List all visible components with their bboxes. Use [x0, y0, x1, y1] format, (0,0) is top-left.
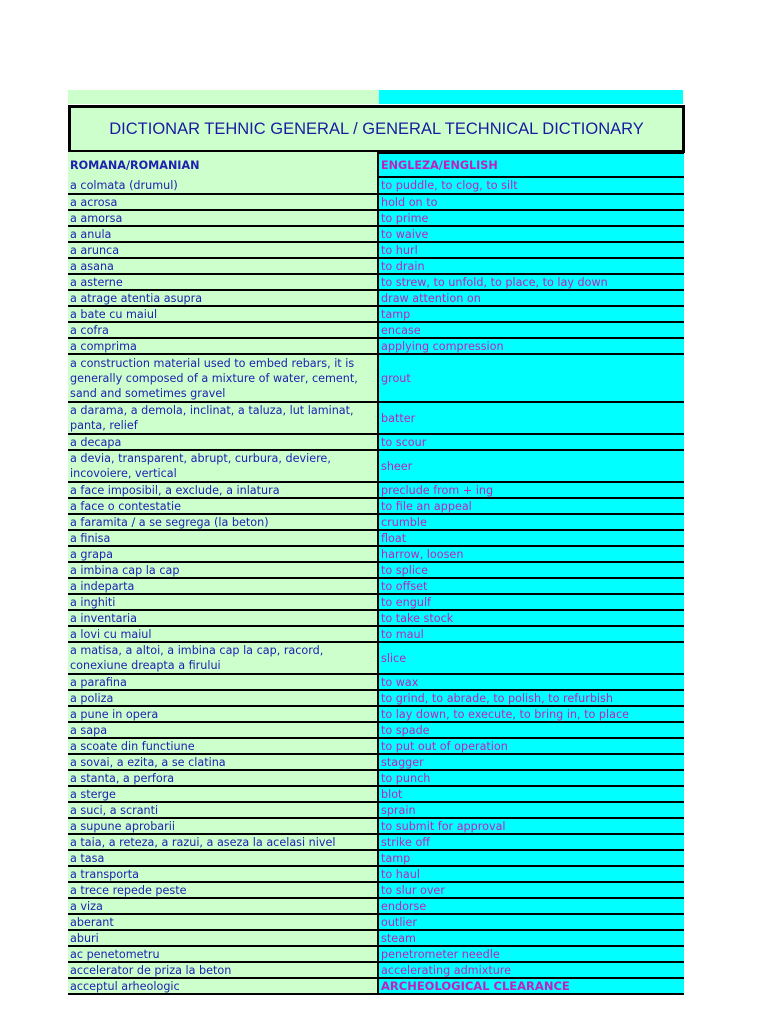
- term-english: tamp: [379, 851, 684, 865]
- term-english: slice: [379, 643, 684, 673]
- term-english: to file an appeal: [379, 499, 684, 513]
- term-english: harrow, loosen: [379, 547, 684, 561]
- term-romanian: ac penetometru: [68, 947, 379, 961]
- term-romanian: a trece repede peste: [68, 883, 379, 897]
- term-english: to engulf: [379, 595, 684, 609]
- table-row: [68, 178, 684, 195]
- term-romanian: aburi: [68, 931, 379, 945]
- page-title: DICTIONAR TEHNIC GENERAL / GENERAL TECHNICAL DICTIONARY: [109, 119, 644, 138]
- term-english: batter: [379, 403, 684, 433]
- table-header-row: [68, 152, 684, 178]
- title-box: [68, 105, 685, 153]
- table-row: [68, 947, 684, 963]
- table-row: [68, 803, 684, 819]
- term-romanian: a darama, a demola, inclinat, a taluza, lut laminat, panta, relief: [68, 403, 379, 433]
- term-english: endorse: [379, 899, 684, 913]
- table-row: [68, 883, 684, 899]
- table-row: [68, 531, 684, 547]
- term-romanian: a asana: [68, 259, 379, 273]
- term-romanian: a decapa: [68, 435, 379, 449]
- term-romanian: a grapa: [68, 547, 379, 561]
- term-english: sheer: [379, 451, 684, 481]
- term-english: to waive: [379, 227, 684, 241]
- term-romanian: a matisa, a altoi, a imbina cap la cap, racord, conexiune dreapta a firului: [68, 643, 379, 673]
- term-english: outlier: [379, 915, 684, 929]
- term-english: to splice: [379, 563, 684, 577]
- header-strip-left: [68, 90, 379, 104]
- term-romanian: a pune in opera: [68, 707, 379, 721]
- table-row: [68, 227, 684, 243]
- term-romanian: a faramita / a se segrega (la beton): [68, 515, 379, 529]
- table-row: [68, 755, 684, 771]
- term-english: to haul: [379, 867, 684, 881]
- table-row: [68, 963, 684, 979]
- term-english: ARCHEOLOGICAL CLEARANCE: [379, 979, 684, 993]
- term-english: to put out of operation: [379, 739, 684, 753]
- term-english: to take stock: [379, 611, 684, 625]
- term-romanian: a colmata (drumul): [68, 178, 379, 193]
- term-romanian: a bate cu maiul: [68, 307, 379, 321]
- term-english: to maul: [379, 627, 684, 641]
- term-english: to hurl: [379, 243, 684, 257]
- term-romanian: acceptul arheologic: [68, 979, 379, 993]
- term-romanian: a tasa: [68, 851, 379, 865]
- term-romanian: a face o contestatie: [68, 499, 379, 513]
- term-romanian: accelerator de priza la beton: [68, 963, 379, 977]
- table-row: [68, 435, 684, 451]
- term-romanian: a devia, transparent, abrupt, curbura, deviere, incovoiere, vertical: [68, 451, 379, 481]
- term-english: hold on to: [379, 195, 684, 209]
- table-row: [68, 643, 684, 675]
- term-romanian: a acrosa: [68, 195, 379, 209]
- term-romanian: a arunca: [68, 243, 379, 257]
- table-row: [68, 547, 684, 563]
- table-row: [68, 931, 684, 947]
- term-romanian: a sapa: [68, 723, 379, 737]
- table-row: [68, 483, 684, 499]
- term-english: to prime: [379, 211, 684, 225]
- term-romanian: a poliza: [68, 691, 379, 705]
- term-english: to drain: [379, 259, 684, 273]
- table-row: [68, 835, 684, 851]
- term-romanian: a amorsa: [68, 211, 379, 225]
- table-row: [68, 691, 684, 707]
- table-row: [68, 979, 684, 995]
- table-row: [68, 339, 684, 355]
- term-romanian: a anula: [68, 227, 379, 241]
- term-english: to submit for approval: [379, 819, 684, 833]
- table-row: [68, 739, 684, 755]
- table-row: [68, 787, 684, 803]
- table-row: [68, 579, 684, 595]
- term-romanian: a construction material used to embed rebars, it is generally composed of a mixture of water, cement, sand and sometimes gravel: [68, 355, 379, 401]
- table-row: [68, 851, 684, 867]
- term-romanian: aberant: [68, 915, 379, 929]
- table-row: [68, 915, 684, 931]
- term-english: sprain: [379, 803, 684, 817]
- term-english: applying compression: [379, 339, 684, 353]
- term-romanian: a parafina: [68, 675, 379, 689]
- term-romanian: a taia, a reteza, a razui, a aseza la acelasi nivel: [68, 835, 379, 849]
- term-english: to grind, to abrade, to polish, to refurbish: [379, 691, 684, 705]
- term-english: tamp: [379, 307, 684, 321]
- term-english: encase: [379, 323, 684, 337]
- table-row: [68, 307, 684, 323]
- table-row: [68, 771, 684, 787]
- table-row: [68, 323, 684, 339]
- term-english: stagger: [379, 755, 684, 769]
- term-english: to spade: [379, 723, 684, 737]
- term-english: to lay down, to execute, to bring in, to place: [379, 707, 684, 721]
- term-romanian: a finisa: [68, 531, 379, 545]
- term-romanian: a inventaria: [68, 611, 379, 625]
- term-romanian: a stanta, a perfora: [68, 771, 379, 785]
- table-row: [68, 291, 684, 307]
- table-row: [68, 451, 684, 483]
- table-row: [68, 899, 684, 915]
- table-row: [68, 259, 684, 275]
- table-row: [68, 275, 684, 291]
- table-row: [68, 403, 684, 435]
- term-english: to scour: [379, 435, 684, 449]
- term-romanian: a lovi cu maiul: [68, 627, 379, 641]
- term-english: float: [379, 531, 684, 545]
- term-english: draw attention on: [379, 291, 684, 305]
- table-row: [68, 867, 684, 883]
- term-english: grout: [379, 355, 684, 401]
- table-row: [68, 819, 684, 835]
- column-header-english: ENGLEZA/ENGLISH: [379, 152, 684, 178]
- term-english: steam: [379, 931, 684, 945]
- table-row: [68, 723, 684, 739]
- table-row: [68, 211, 684, 227]
- term-romanian: a viza: [68, 899, 379, 913]
- term-romanian: a inghiti: [68, 595, 379, 609]
- term-romanian: a indeparta: [68, 579, 379, 593]
- table-row: [68, 707, 684, 723]
- term-romanian: a imbina cap la cap: [68, 563, 379, 577]
- term-romanian: a face imposibil, a exclude, a inlatura: [68, 483, 379, 497]
- term-english: to slur over: [379, 883, 684, 897]
- table-row: [68, 499, 684, 515]
- table-row: [68, 595, 684, 611]
- term-romanian: a sterge: [68, 787, 379, 801]
- table-row: [68, 355, 684, 403]
- term-romanian: a sovai, a ezita, a se clatina: [68, 755, 379, 769]
- term-english: to offset: [379, 579, 684, 593]
- term-romanian: a cofra: [68, 323, 379, 337]
- term-romanian: a suci, a scranti: [68, 803, 379, 817]
- term-romanian: a scoate din functiune: [68, 739, 379, 753]
- table-row: [68, 627, 684, 643]
- term-english: to wax: [379, 675, 684, 689]
- term-romanian: a atrage atentia asupra: [68, 291, 379, 305]
- term-english: crumble: [379, 515, 684, 529]
- table-row: [68, 515, 684, 531]
- column-header-romanian: ROMANA/ROMANIAN: [68, 152, 379, 178]
- dictionary-table: [68, 152, 684, 995]
- term-english: blot: [379, 787, 684, 801]
- term-romanian: a comprima: [68, 339, 379, 353]
- table-row: [68, 243, 684, 259]
- term-english: to puddle, to clog, to silt: [379, 178, 684, 193]
- term-english: to punch: [379, 771, 684, 785]
- header-strip-right: [379, 90, 683, 104]
- term-english: preclude from + ing: [379, 483, 684, 497]
- term-romanian: a transporta: [68, 867, 379, 881]
- table-row: [68, 195, 684, 211]
- term-english: accelerating admixture: [379, 963, 684, 977]
- term-english: to strew, to unfold, to place, to lay down: [379, 275, 684, 289]
- table-row: [68, 611, 684, 627]
- term-romanian: a asterne: [68, 275, 379, 289]
- table-row: [68, 563, 684, 579]
- term-english: penetrometer needle: [379, 947, 684, 961]
- table-row: [68, 675, 684, 691]
- term-english: strike off: [379, 835, 684, 849]
- term-romanian: a supune aprobarii: [68, 819, 379, 833]
